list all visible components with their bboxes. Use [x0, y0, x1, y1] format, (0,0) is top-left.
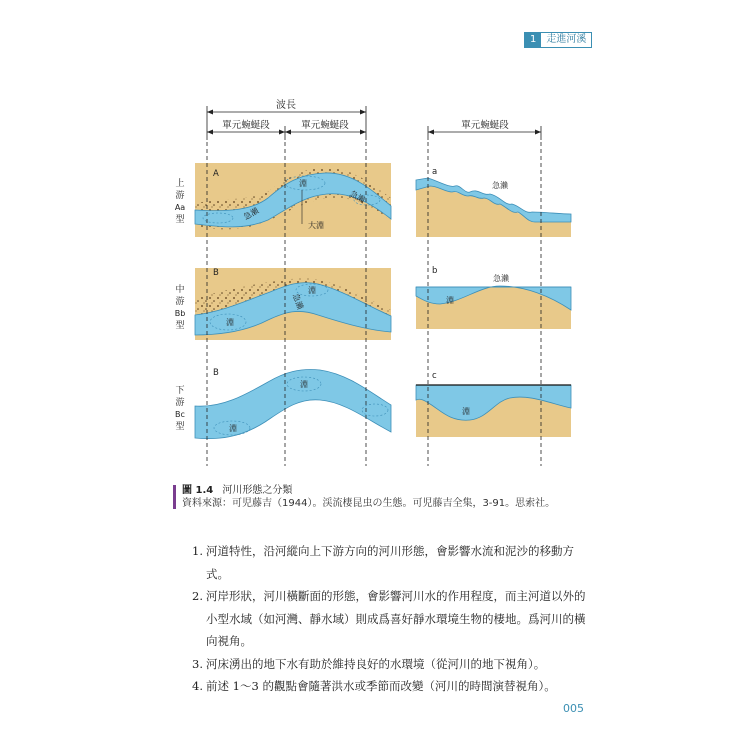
- list-item-text: 河岸形狀，河川橫斷面的形態，會影響河川水的作用程度，而主河道以外的小型水域（如河灣、靜水域）則成爲喜好靜水環境生物的棲地。爲河川的橫向視角。: [206, 589, 586, 648]
- section-b-rapid: 急瀨: [493, 274, 509, 283]
- row1-letter: A: [213, 169, 219, 179]
- section-dimension: [428, 119, 541, 140]
- list-item-text: 河床湧出的地下水有助於維持良好的水環境（從河川的地下視角）。: [206, 656, 546, 671]
- row3-side-4: 型: [175, 422, 185, 432]
- figure-caption: [182, 484, 555, 510]
- body-list: [192, 540, 592, 698]
- chapter-title: 走進河溪: [541, 33, 591, 47]
- unit-segment-label-1: 單元蜿蜒段: [222, 120, 270, 131]
- row1-rapid-label: 急瀨: [241, 206, 261, 222]
- wavelength-dimension: [207, 98, 366, 140]
- row1-big-pool-label: 大淵: [308, 221, 324, 230]
- list-item-text: 河道特性，沿河縱向上下游方向的河川形態，會影響水流和泥沙的移動方式。: [206, 544, 574, 581]
- row2-rapid-label: 急瀨: [290, 292, 305, 311]
- row1-rapid-label-2: 急瀨: [348, 189, 367, 205]
- section-b-letter: b: [432, 266, 438, 276]
- row2-pool-label-2: 淵: [308, 286, 316, 295]
- list-item: [192, 540, 592, 585]
- row3-pool-label: 淵: [229, 424, 237, 433]
- row2-letter: B: [213, 268, 219, 278]
- row2-side-4: 型: [175, 321, 185, 331]
- caption-bar: [173, 485, 176, 509]
- row1-side-1: 上: [175, 179, 185, 189]
- section-b: [416, 266, 571, 329]
- row1-side-4: 型: [175, 215, 185, 225]
- list-item-number: 3.: [192, 656, 203, 671]
- row3-side-1: 下: [175, 386, 185, 396]
- row2-side-1: 中: [175, 285, 185, 295]
- section-a-letter: a: [432, 167, 438, 177]
- row2-pool-label: 淵: [226, 318, 234, 327]
- section-unit-label: 單元蜿蜒段: [461, 120, 509, 131]
- row1-side-3: Aa: [174, 203, 186, 212]
- list-item-number: 4.: [192, 679, 203, 693]
- section-a-rapid: 急瀨: [492, 181, 508, 190]
- list-item: [192, 675, 592, 698]
- page-number: 005: [563, 702, 584, 715]
- list-item: [192, 653, 592, 676]
- unit-segment-label-2: 單元蜿蜒段: [301, 120, 349, 131]
- list-item-number: 2.: [192, 589, 203, 603]
- figure-source: 資料來源：可児藤吉（1944）。渓流棲昆虫の生態。可児藤吉全集，3-91。思索社。: [182, 498, 556, 509]
- row1-pool-label: 淵: [299, 179, 307, 188]
- list-item: [192, 585, 592, 653]
- row2-side-2: 游: [175, 297, 185, 307]
- list-item-number: 1.: [192, 544, 203, 558]
- section-c-letter: c: [432, 371, 437, 381]
- list-item-text: 前述 1～3 的觀點會隨著洪水或季節而改變（河川的時間演替視角）。: [206, 679, 556, 693]
- section-c: [416, 371, 571, 437]
- row1-side-2: 游: [175, 191, 185, 201]
- chapter-number: 1: [525, 33, 541, 47]
- row3-letter: B: [213, 368, 219, 378]
- figure-label: 圖 1.4: [182, 485, 214, 496]
- plan-view-downstream: [175, 368, 391, 439]
- row3-pool-label-2: 淵: [300, 380, 308, 389]
- section-a: [416, 167, 571, 237]
- section-b-pool: 淵: [446, 296, 454, 305]
- section-c-pool: 淵: [462, 407, 470, 416]
- row3-side-3: Bc: [175, 410, 185, 419]
- row2-side-3: Bb: [174, 309, 186, 318]
- figure-title: 河川形態之分類: [222, 485, 293, 496]
- wavelength-label: 波長: [276, 100, 296, 111]
- row3-side-2: 游: [175, 398, 185, 408]
